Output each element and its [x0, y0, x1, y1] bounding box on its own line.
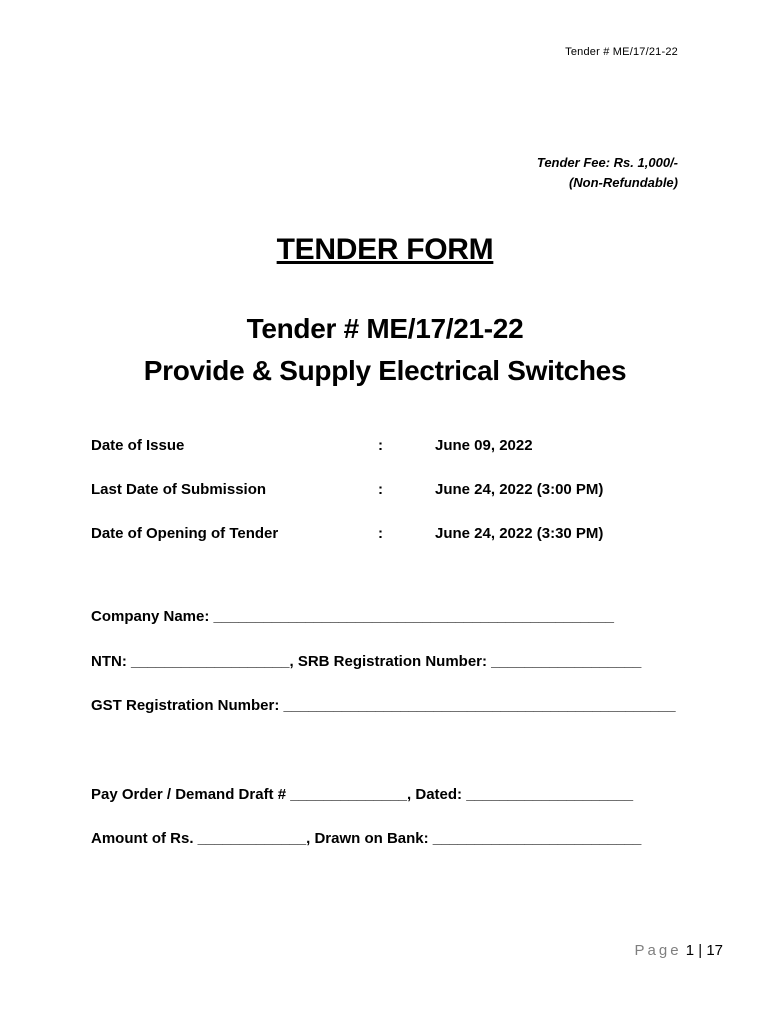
- ntn-srb-field: NTN: ___________________, SRB Registration Number: __________________: [91, 653, 642, 670]
- header-tender-reference: Tender # ME/17/21-22: [565, 46, 678, 58]
- page-word: Page: [634, 942, 682, 959]
- date-label: Date of Issue: [91, 437, 185, 454]
- form-title: TENDER FORM: [276, 233, 494, 266]
- date-colon: :: [378, 525, 383, 542]
- page-current: 1: [685, 942, 695, 959]
- date-label: Last Date of Submission: [91, 481, 267, 498]
- date-colon: :: [378, 481, 383, 498]
- page-number: [635, 942, 724, 959]
- tender-number: Tender # ME/17/21-22: [246, 313, 524, 344]
- page-total: 17: [706, 942, 723, 959]
- date-value: June 24, 2022 (3:00 PM): [435, 481, 604, 498]
- amount-bank-field: Amount of Rs. _____________, Drawn on Bank: _________________________: [91, 830, 642, 847]
- date-colon: :: [378, 437, 383, 454]
- date-label: Date of Opening of Tender: [91, 525, 279, 542]
- page-separator: |: [698, 942, 703, 959]
- company-name-field: Company Name: ________________________________________________: [91, 608, 614, 625]
- tender-subject: Provide & Supply Electrical Switches: [143, 355, 627, 386]
- gst-registration-field: GST Registration Number: _______________________________________________: [91, 697, 676, 714]
- date-value: June 09, 2022: [435, 437, 533, 454]
- tender-fee-note: (Non-Refundable): [568, 175, 678, 190]
- tender-fee-amount: Tender Fee: Rs. 1,000/-: [536, 155, 678, 170]
- pay-order-field: Pay Order / Demand Draft # ______________, Dated: ____________________: [91, 786, 634, 803]
- tender-fee-block: [537, 153, 678, 193]
- date-value: June 24, 2022 (3:30 PM): [435, 525, 604, 542]
